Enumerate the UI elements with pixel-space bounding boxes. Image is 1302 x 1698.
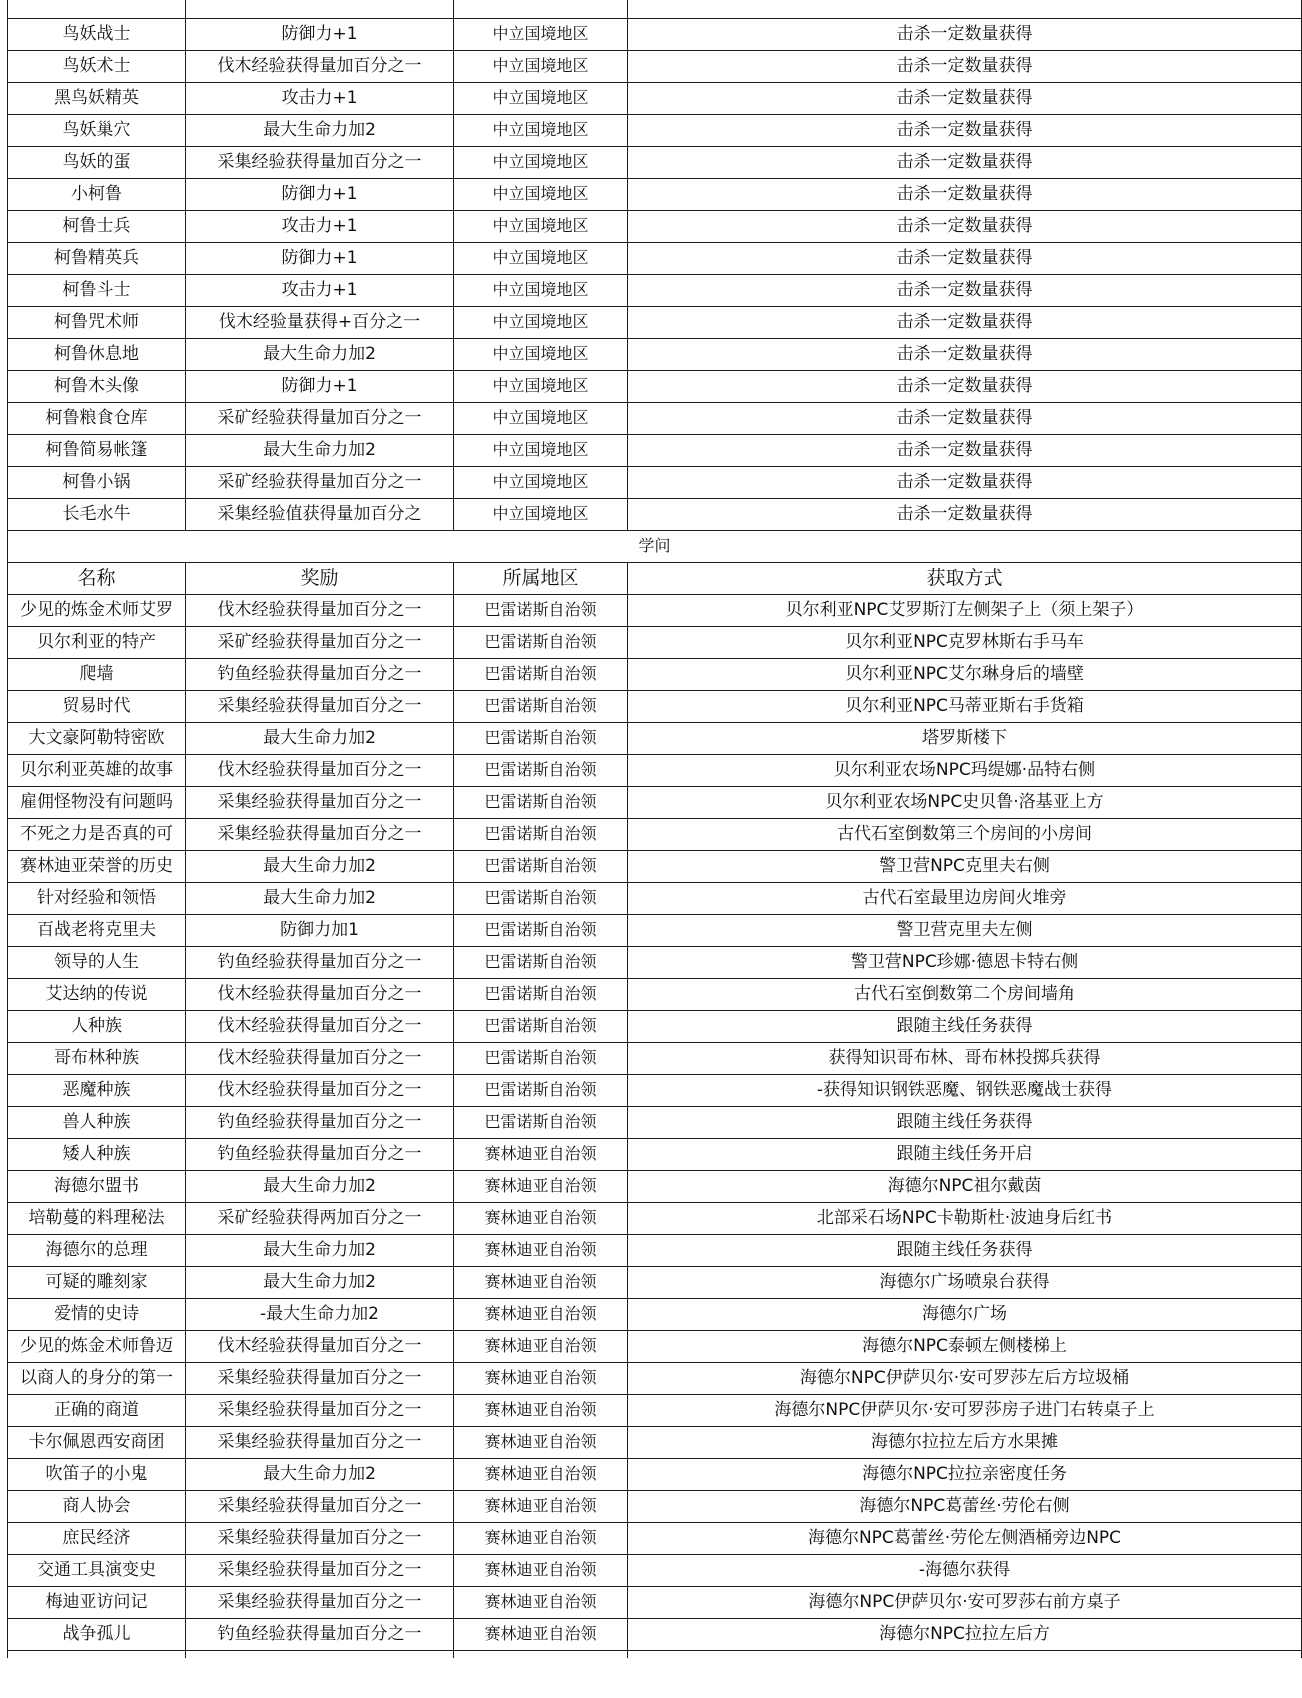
cell-method[interactable]: 跟随主线任务获得 xyxy=(628,1234,1302,1266)
table-row xyxy=(8,1138,1302,1170)
cell-reward[interactable]: 采集经验获得量加百分之一 xyxy=(186,818,454,850)
cell-reward[interactable]: 钓鱼经验获得量加百分之一 xyxy=(186,1138,454,1170)
table-row xyxy=(8,594,1302,626)
cell-method[interactable]: 海德尔广场喷泉台获得 xyxy=(628,1266,1302,1298)
table-row xyxy=(8,690,1302,722)
cell-method[interactable]: 击杀一定数量获得 xyxy=(628,498,1302,530)
cell-name[interactable]: 鸟妖巢穴 xyxy=(8,114,186,146)
table-row xyxy=(8,1554,1302,1586)
knowledge-table xyxy=(7,0,1302,1658)
table-row xyxy=(8,1266,1302,1298)
cell-reward[interactable]: 伐木经验获得量加百分之一 xyxy=(186,1010,454,1042)
cell-region[interactable]: 巴雷诺斯自治领 xyxy=(454,1010,628,1042)
cell-method[interactable]: 海德尔NPC祖尔戴茵 xyxy=(628,1170,1302,1202)
cell-reward[interactable]: 伐木经验获得量加百分之一 xyxy=(186,594,454,626)
cell-region[interactable]: 巴雷诺斯自治领 xyxy=(454,658,628,690)
cell-name[interactable]: 少见的炼金术师艾罗 xyxy=(8,594,186,626)
cell-region[interactable]: 中立国境地区 xyxy=(454,178,628,210)
cell-method[interactable]: 击杀一定数量获得 xyxy=(628,274,1302,306)
cell-name[interactable]: 海德尔的总理 xyxy=(8,1234,186,1266)
table-row-cut xyxy=(8,1650,1302,1658)
cell-name[interactable]: 少见的炼金术师鲁迈 xyxy=(8,1330,186,1362)
cell-region[interactable]: 赛林迪亚自治领 xyxy=(454,1618,628,1650)
cell-name[interactable]: 鸟妖术士 xyxy=(8,50,186,82)
cell-name[interactable]: 柯鲁小锅 xyxy=(8,466,186,498)
cell-reward[interactable]: 最大生命力加2 xyxy=(186,882,454,914)
cell-method[interactable]: 海德尔NPC伊萨贝尔·安可罗莎右前方桌子 xyxy=(628,1586,1302,1618)
cell-name[interactable]: 梅迪亚访问记 xyxy=(8,1586,186,1618)
cell-reward[interactable]: 钓鱼经验获得量加百分之一 xyxy=(186,658,454,690)
cell-name[interactable]: 哥布林种族 xyxy=(8,1042,186,1074)
cell-method[interactable]: 击杀一定数量获得 xyxy=(628,402,1302,434)
cell-region[interactable]: 中立国境地区 xyxy=(454,402,628,434)
cell-method[interactable]: 贝尔利亚农场NPC史贝鲁·洛基亚上方 xyxy=(628,786,1302,818)
cell-region[interactable]: 赛林迪亚自治领 xyxy=(454,1266,628,1298)
cell-region[interactable]: 巴雷诺斯自治领 xyxy=(454,626,628,658)
cell-region[interactable]: 巴雷诺斯自治领 xyxy=(454,946,628,978)
table-row xyxy=(8,498,1302,530)
cell-name[interactable]: 爱情的史诗 xyxy=(8,1298,186,1330)
cell-reward[interactable]: 伐木经验获得量加百分之一 xyxy=(186,978,454,1010)
cell-reward[interactable]: 钓鱼经验获得量加百分之一 xyxy=(186,1106,454,1138)
cell-method[interactable]: 古代石室倒数第三个房间的小房间 xyxy=(628,818,1302,850)
cell-method[interactable]: 击杀一定数量获得 xyxy=(628,306,1302,338)
cell-region[interactable]: 赛林迪亚自治领 xyxy=(454,1522,628,1554)
cell-name[interactable]: 交通工具演变史 xyxy=(8,1554,186,1586)
cell-reward[interactable]: 采集经验获得量加百分之一 xyxy=(186,690,454,722)
cell-region[interactable]: 巴雷诺斯自治领 xyxy=(454,850,628,882)
cell-region[interactable]: 中立国境地区 xyxy=(454,498,628,530)
cell-name[interactable]: 吹笛子的小鬼 xyxy=(8,1458,186,1490)
table-row xyxy=(8,722,1302,754)
cell-method[interactable]: 贝尔利亚NPC艾罗斯汀左侧架子上（须上架子） xyxy=(628,594,1302,626)
cell-region[interactable]: 中立国境地区 xyxy=(454,82,628,114)
cell-reward[interactable]: 采矿经验获得量加百分之一 xyxy=(186,626,454,658)
cell-name[interactable]: 柯鲁简易帐篷 xyxy=(8,434,186,466)
cell-reward[interactable]: 最大生命力加2 xyxy=(186,722,454,754)
cell-method[interactable]: 击杀一定数量获得 xyxy=(628,210,1302,242)
table-row xyxy=(8,146,1302,178)
table-row xyxy=(8,754,1302,786)
cell-name[interactable]: 正确的商道 xyxy=(8,1394,186,1426)
cell-reward[interactable]: 采集经验获得量加百分之一 xyxy=(186,1426,454,1458)
table-row xyxy=(8,210,1302,242)
cell-method[interactable]: 海德尔NPC拉拉左后方 xyxy=(628,1618,1302,1650)
cell-method[interactable]: 获得知识哥布林、哥布林投掷兵获得 xyxy=(628,1042,1302,1074)
cell-region[interactable]: 中立国境地区 xyxy=(454,18,628,50)
cell-region[interactable]: 赛林迪亚自治领 xyxy=(454,1234,628,1266)
cell-reward[interactable]: 最大生命力加2 xyxy=(186,114,454,146)
cell-method[interactable]: 海德尔NPC拉拉亲密度任务 xyxy=(628,1458,1302,1490)
cell-region[interactable]: 巴雷诺斯自治领 xyxy=(454,978,628,1010)
table-row xyxy=(8,1426,1302,1458)
cell-method[interactable]: 海德尔广场 xyxy=(628,1298,1302,1330)
table-row xyxy=(8,1458,1302,1490)
cell-reward[interactable]: 采集经验获得量加百分之一 xyxy=(186,1490,454,1522)
cell-name[interactable]: 赛林迪亚荣誉的历史 xyxy=(8,850,186,882)
cell-method[interactable]: 贝尔利亚农场NPC玛缇娜·品特右侧 xyxy=(628,754,1302,786)
table-row xyxy=(8,434,1302,466)
cell-name[interactable]: 卡尔佩恩西安商团 xyxy=(8,1426,186,1458)
cell-method[interactable]: 北部采石场NPC卡勒斯杜·波迪身后红书 xyxy=(628,1202,1302,1234)
cell-reward[interactable]: 最大生命力加2 xyxy=(186,1234,454,1266)
cell-reward[interactable]: 采集经验获得量加百分之一 xyxy=(186,1586,454,1618)
cell-reward[interactable]: 采矿经验获得量加百分之一 xyxy=(186,466,454,498)
cell-reward[interactable]: 最大生命力加2 xyxy=(186,1170,454,1202)
cell-name[interactable]: 商人协会 xyxy=(8,1490,186,1522)
cell-method[interactable]: 海德尔NPC泰顿左侧楼梯上 xyxy=(628,1330,1302,1362)
cell-name[interactable]: 恶魔种族 xyxy=(8,1074,186,1106)
cell-name[interactable]: 庶民经济 xyxy=(8,1522,186,1554)
header-reward[interactable]: 奖励 xyxy=(186,562,454,594)
cell-reward[interactable]: -最大生命力加2 xyxy=(186,1298,454,1330)
cell-region[interactable]: 中立国境地区 xyxy=(454,242,628,274)
header-row xyxy=(8,562,1302,594)
cell-name[interactable]: 柯鲁精英兵 xyxy=(8,242,186,274)
cell-region[interactable]: 中立国境地区 xyxy=(454,50,628,82)
cell-reward[interactable]: 伐木经验获得量加百分之一 xyxy=(186,1042,454,1074)
cell-method[interactable]: 击杀一定数量获得 xyxy=(628,114,1302,146)
cell-reward[interactable]: 采集经验获得量加百分之一 xyxy=(186,1554,454,1586)
cell-reward[interactable]: 采集经验获得量加百分之一 xyxy=(186,1394,454,1426)
cell-reward[interactable]: 采集经验获得量加百分之一 xyxy=(186,786,454,818)
cell-name[interactable]: 柯鲁休息地 xyxy=(8,338,186,370)
cell-method[interactable]: 古代石室倒数第二个房间墙角 xyxy=(628,978,1302,1010)
section-title-row xyxy=(8,530,1302,562)
cell-method[interactable]: 击杀一定数量获得 xyxy=(628,82,1302,114)
table-row xyxy=(8,850,1302,882)
cell-region[interactable]: 巴雷诺斯自治领 xyxy=(454,1042,628,1074)
cell-reward[interactable]: 攻击力+1 xyxy=(186,274,454,306)
cell-name[interactable]: 领导的人生 xyxy=(8,946,186,978)
cell-reward[interactable]: 防御力+1 xyxy=(186,242,454,274)
table-row xyxy=(8,466,1302,498)
cell-method[interactable]: 跟随主线任务获得 xyxy=(628,1106,1302,1138)
cell-region[interactable]: 巴雷诺斯自治领 xyxy=(454,594,628,626)
cell-method[interactable]: 海德尔拉拉左后方水果摊 xyxy=(628,1426,1302,1458)
cell-name[interactable]: 人种族 xyxy=(8,1010,186,1042)
table-row xyxy=(8,18,1302,50)
table-row xyxy=(8,50,1302,82)
cell-reward[interactable]: 伐木经验获得量加百分之一 xyxy=(186,754,454,786)
cell-method[interactable]: 击杀一定数量获得 xyxy=(628,434,1302,466)
table-row xyxy=(8,1586,1302,1618)
cell-reward[interactable]: 采集经验获得量加百分之一 xyxy=(186,1522,454,1554)
cell-name[interactable]: 矮人种族 xyxy=(8,1138,186,1170)
header-name[interactable]: 名称 xyxy=(8,562,186,594)
header-region[interactable]: 所属地区 xyxy=(454,562,628,594)
table-row xyxy=(8,274,1302,306)
spreadsheet xyxy=(7,0,1301,1658)
cell-method[interactable]: -海德尔获得 xyxy=(628,1554,1302,1586)
cell-region[interactable]: 中立国境地区 xyxy=(454,370,628,402)
cell-reward[interactable]: 采集经验获得量加百分之一 xyxy=(186,1362,454,1394)
table-row xyxy=(8,402,1302,434)
cell-reward[interactable]: 伐木经验量获得+百分之一 xyxy=(186,306,454,338)
cell-name[interactable]: 柯鲁咒术师 xyxy=(8,306,186,338)
cell-region[interactable]: 赛林迪亚自治领 xyxy=(454,1426,628,1458)
cell-method[interactable]: 塔罗斯楼下 xyxy=(628,722,1302,754)
cell-method[interactable]: 贝尔利亚NPC克罗林斯右手马车 xyxy=(628,626,1302,658)
cell-name[interactable]: 培勒蔓的料理秘法 xyxy=(8,1202,186,1234)
cell-region[interactable]: 巴雷诺斯自治领 xyxy=(454,722,628,754)
cell-reward[interactable]: 最大生命力加2 xyxy=(186,850,454,882)
cell-method[interactable]: -获得知识钢铁恶魔、钢铁恶魔战士获得 xyxy=(628,1074,1302,1106)
cell-method[interactable]: 击杀一定数量获得 xyxy=(628,146,1302,178)
cell-region[interactable]: 赛林迪亚自治领 xyxy=(454,1458,628,1490)
cell-method[interactable]: 警卫营NPC克里夫右侧 xyxy=(628,850,1302,882)
cell-reward[interactable]: 伐木经验获得量加百分之一 xyxy=(186,50,454,82)
cell-region[interactable]: 赛林迪亚自治领 xyxy=(454,1202,628,1234)
table-row xyxy=(8,1618,1302,1650)
cell-reward[interactable]: 伐木经验获得量加百分之一 xyxy=(186,1074,454,1106)
cell-method[interactable]: 贝尔利亚NPC马蒂亚斯右手货箱 xyxy=(628,690,1302,722)
cell-method[interactable]: 海德尔NPC葛蕾丝·劳伦左侧酒桶旁边NPC xyxy=(628,1522,1302,1554)
cell-name[interactable]: 柯鲁士兵 xyxy=(8,210,186,242)
table-row xyxy=(8,1330,1302,1362)
cell-name[interactable]: 黑鸟妖精英 xyxy=(8,82,186,114)
cell-reward[interactable]: 钓鱼经验获得量加百分之一 xyxy=(186,1618,454,1650)
table-row xyxy=(8,914,1302,946)
table-row xyxy=(8,1074,1302,1106)
cell-reward[interactable]: 采矿经验获得量加百分之一 xyxy=(186,402,454,434)
table-row xyxy=(8,1010,1302,1042)
cell-region[interactable]: 巴雷诺斯自治领 xyxy=(454,818,628,850)
cell-reward[interactable]: 采矿经验获得两加百分之一 xyxy=(186,1202,454,1234)
cell-region[interactable]: 中立国境地区 xyxy=(454,306,628,338)
table-row xyxy=(8,1298,1302,1330)
cell-method[interactable]: 击杀一定数量获得 xyxy=(628,242,1302,274)
cell-region[interactable]: 赛林迪亚自治领 xyxy=(454,1490,628,1522)
table-row xyxy=(8,818,1302,850)
table-row xyxy=(8,658,1302,690)
header-method[interactable]: 获取方式 xyxy=(628,562,1302,594)
cell-method[interactable]: 击杀一定数量获得 xyxy=(628,466,1302,498)
table-row xyxy=(8,882,1302,914)
cell-region[interactable]: 中立国境地区 xyxy=(454,434,628,466)
cell-reward[interactable]: 防御力+1 xyxy=(186,370,454,402)
cell-name[interactable]: 大文豪阿勒特密欧 xyxy=(8,722,186,754)
table-row xyxy=(8,1362,1302,1394)
cell-method[interactable]: 击杀一定数量获得 xyxy=(628,18,1302,50)
cell-region[interactable]: 巴雷诺斯自治领 xyxy=(454,754,628,786)
cell-region[interactable]: 巴雷诺斯自治领 xyxy=(454,882,628,914)
table-row xyxy=(8,1106,1302,1138)
cell-method[interactable]: 海德尔NPC伊萨贝尔·安可罗莎左后方垃圾桶 xyxy=(628,1362,1302,1394)
cell-method[interactable]: 海德尔NPC伊萨贝尔·安可罗莎房子进门右转桌子上 xyxy=(628,1394,1302,1426)
cell-method[interactable]: 警卫营NPC珍娜·德恩卡特右侧 xyxy=(628,946,1302,978)
cell-name[interactable]: 鸟妖的蛋 xyxy=(8,146,186,178)
cell-reward[interactable]: 防御力+1 xyxy=(186,18,454,50)
table-row xyxy=(8,1522,1302,1554)
table-row xyxy=(8,242,1302,274)
cell-region[interactable]: 中立国境地区 xyxy=(454,146,628,178)
cell-method[interactable]: 击杀一定数量获得 xyxy=(628,338,1302,370)
cell-region[interactable]: 巴雷诺斯自治领 xyxy=(454,914,628,946)
cell-reward[interactable]: 攻击力+1 xyxy=(186,210,454,242)
cell-reward[interactable]: 最大生命力加2 xyxy=(186,1266,454,1298)
cell-name[interactable]: 柯鲁斗士 xyxy=(8,274,186,306)
cell-name[interactable]: 贝尔利亚英雄的故事 xyxy=(8,754,186,786)
cell-region[interactable]: 赛林迪亚自治领 xyxy=(454,1330,628,1362)
cell-name[interactable]: 不死之力是否真的可 xyxy=(8,818,186,850)
table-row xyxy=(8,178,1302,210)
cell-reward[interactable]: 采集经验获得量加百分之一 xyxy=(186,146,454,178)
cell-region[interactable]: 中立国境地区 xyxy=(454,338,628,370)
cell-method[interactable]: 跟随主线任务获得 xyxy=(628,1010,1302,1042)
cell-region[interactable]: 赛林迪亚自治领 xyxy=(454,1298,628,1330)
cell-region[interactable]: 巴雷诺斯自治领 xyxy=(454,1106,628,1138)
cell-name[interactable]: 战争孤儿 xyxy=(8,1618,186,1650)
cell-name[interactable]: 百战老将克里夫 xyxy=(8,914,186,946)
cell-name[interactable]: 鸟妖战士 xyxy=(8,18,186,50)
cell-region[interactable]: 赛林迪亚自治领 xyxy=(454,1170,628,1202)
section-title[interactable]: 学问 xyxy=(8,530,1302,562)
table-row-cut xyxy=(8,0,1302,18)
cell-reward[interactable]: 最大生命力加2 xyxy=(186,434,454,466)
cell-name[interactable]: 兽人种族 xyxy=(8,1106,186,1138)
cell-name[interactable]: 长毛水牛 xyxy=(8,498,186,530)
cell-region[interactable]: 赛林迪亚自治领 xyxy=(454,1362,628,1394)
cell-reward[interactable]: 防御力加1 xyxy=(186,914,454,946)
table-row xyxy=(8,1490,1302,1522)
table-row xyxy=(8,370,1302,402)
cell-region[interactable]: 中立国境地区 xyxy=(454,210,628,242)
cell-reward[interactable]: 防御力+1 xyxy=(186,178,454,210)
cell-method[interactable]: 贝尔利亚NPC艾尔琳身后的墙壁 xyxy=(628,658,1302,690)
cell-name[interactable]: 海德尔盟书 xyxy=(8,1170,186,1202)
cell-region[interactable]: 巴雷诺斯自治领 xyxy=(454,1074,628,1106)
cell-region[interactable]: 中立国境地区 xyxy=(454,274,628,306)
cell-name[interactable]: 艾达纳的传说 xyxy=(8,978,186,1010)
cell-method[interactable]: 警卫营克里夫左侧 xyxy=(628,914,1302,946)
cell-name[interactable]: 以商人的身分的第一 xyxy=(8,1362,186,1394)
cell-region[interactable]: 赛林迪亚自治领 xyxy=(454,1586,628,1618)
table-row xyxy=(8,786,1302,818)
cell-name[interactable]: 柯鲁木头像 xyxy=(8,370,186,402)
cell-name[interactable]: 柯鲁粮食仓库 xyxy=(8,402,186,434)
table-row xyxy=(8,338,1302,370)
cell-region[interactable]: 赛林迪亚自治领 xyxy=(454,1138,628,1170)
table-row xyxy=(8,114,1302,146)
table-row xyxy=(8,1170,1302,1202)
table-row xyxy=(8,82,1302,114)
table-row xyxy=(8,978,1302,1010)
cell-region[interactable]: 中立国境地区 xyxy=(454,114,628,146)
cell-method[interactable]: 击杀一定数量获得 xyxy=(628,370,1302,402)
cell-reward[interactable]: 伐木经验获得量加百分之一 xyxy=(186,1330,454,1362)
cell-name[interactable]: 可疑的雕刻家 xyxy=(8,1266,186,1298)
cell-reward[interactable]: 最大生命力加2 xyxy=(186,1458,454,1490)
cell-method[interactable]: 击杀一定数量获得 xyxy=(628,178,1302,210)
cell-region[interactable]: 巴雷诺斯自治领 xyxy=(454,690,628,722)
cell-name[interactable]: 雇佣怪物没有问题吗 xyxy=(8,786,186,818)
cell-reward[interactable]: 最大生命力加2 xyxy=(186,338,454,370)
cell-method[interactable]: 击杀一定数量获得 xyxy=(628,50,1302,82)
cell-region[interactable]: 巴雷诺斯自治领 xyxy=(454,786,628,818)
cell-method[interactable]: 跟随主线任务开启 xyxy=(628,1138,1302,1170)
cell-name[interactable]: 爬墙 xyxy=(8,658,186,690)
cell-region[interactable]: 赛林迪亚自治领 xyxy=(454,1394,628,1426)
cell-reward[interactable]: 采集经验值获得量加百分之 xyxy=(186,498,454,530)
cell-name[interactable]: 贸易时代 xyxy=(8,690,186,722)
cell-method[interactable]: 古代石室最里边房间火堆旁 xyxy=(628,882,1302,914)
table-row xyxy=(8,946,1302,978)
table-row xyxy=(8,626,1302,658)
cell-reward[interactable]: 攻击力+1 xyxy=(186,82,454,114)
table-row xyxy=(8,1202,1302,1234)
cell-name[interactable]: 小柯鲁 xyxy=(8,178,186,210)
cell-name[interactable]: 贝尔利亚的特产 xyxy=(8,626,186,658)
cell-name[interactable]: 针对经验和领悟 xyxy=(8,882,186,914)
table-row xyxy=(8,1394,1302,1426)
cell-method[interactable]: 海德尔NPC葛蕾丝·劳伦右侧 xyxy=(628,1490,1302,1522)
table-row xyxy=(8,1234,1302,1266)
cell-region[interactable]: 赛林迪亚自治领 xyxy=(454,1554,628,1586)
table-row xyxy=(8,306,1302,338)
cell-reward[interactable]: 钓鱼经验获得量加百分之一 xyxy=(186,946,454,978)
table-row xyxy=(8,1042,1302,1074)
cell-region[interactable]: 中立国境地区 xyxy=(454,466,628,498)
